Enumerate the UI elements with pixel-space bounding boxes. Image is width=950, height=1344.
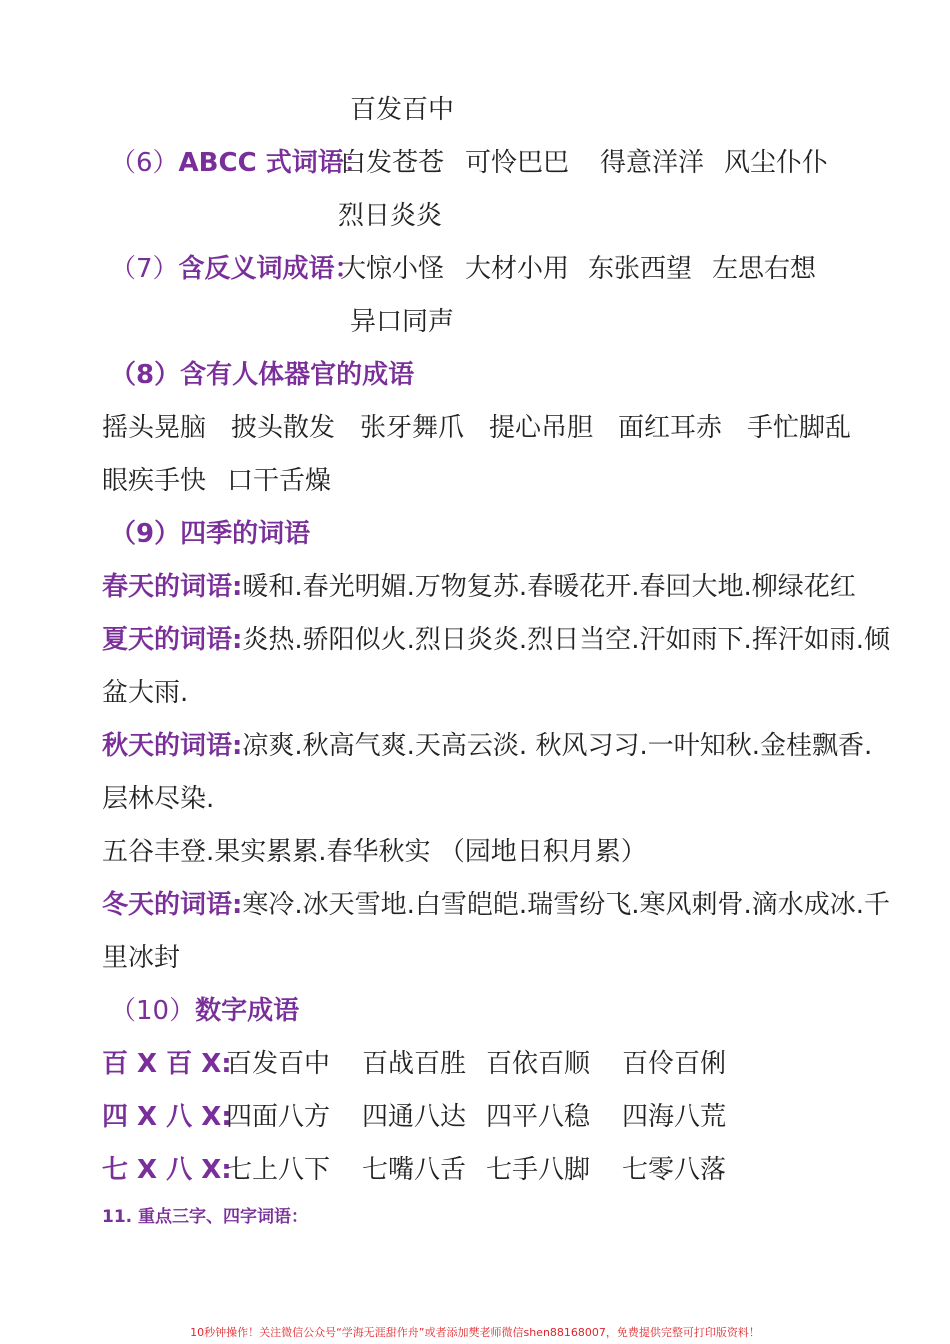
section-number: （6） [110, 148, 179, 178]
section-number: （7） [110, 254, 179, 284]
winter-label: 冬天的词语: [102, 890, 243, 920]
idiom-word: 面红耳赤 [618, 413, 723, 443]
idiom-word: 眼疾手快 [102, 466, 207, 496]
summer-label: 夏天的词语: [102, 625, 243, 655]
idiom-word: 四面八方 [226, 1102, 331, 1132]
idiom-word: 四通八达 [362, 1102, 467, 1132]
idiom-word: 大材小用 [465, 254, 570, 284]
idiom-word: 七嘴八舌 [362, 1155, 467, 1185]
idiom-word: 白发苍苍 [340, 148, 445, 178]
idiom-word: 百伶百俐 [622, 1049, 727, 1079]
idiom-word: 披头散发 [231, 413, 336, 443]
idiom-word: 左思右想 [712, 254, 817, 284]
winter-text: 寒冷.冰天雪地.白雪皑皑.瑞雪纷飞.寒风刺骨.滴水成冰.千 [242, 890, 890, 920]
idiom-word: 口干舌燥 [227, 466, 332, 496]
idiom-word: 七手八脚 [486, 1155, 591, 1185]
section-label: ABCC 式词语： [178, 148, 370, 178]
idiom-word: 异口同声 [350, 307, 455, 337]
autumn-words [102, 729, 872, 763]
autumn-text: 凉爽.秋高气爽.天高云淡. 秋风习习.一叶知秋.金桂飘香. [242, 731, 873, 761]
idiom-word: 烈日炎炎 [338, 201, 443, 231]
section-number: （10） [110, 996, 196, 1026]
section-10-heading [110, 994, 299, 1028]
winter-words [102, 888, 890, 922]
section-8-heading: （8）含有人体器官的成语 [110, 360, 415, 390]
idiom-word: 得意洋洋 [600, 148, 705, 178]
idiom-word: 可怜巴巴 [465, 148, 570, 178]
summer-words-cont: 盆大雨. [102, 678, 189, 708]
pattern-label: 七 X 八 X: [102, 1155, 232, 1185]
idiom-word: 七零八落 [622, 1155, 727, 1185]
summer-words [102, 623, 890, 657]
summer-text: 炎热.骄阳似火.烈日炎炎.烈日当空.汗如雨下.挥汗如雨.倾 [242, 625, 890, 655]
idiom-word: 张牙舞爪 [360, 413, 465, 443]
pattern-label: 四 X 八 X: [102, 1102, 232, 1132]
section-11-heading: 11. 重点三字、四字词语： [102, 1207, 309, 1227]
idiom-word: 四平八稳 [486, 1102, 591, 1132]
autumn-words-extra: 五谷丰登.果实累累.春华秋实 （园地日积月累） [102, 837, 647, 867]
idiom-word: 四海八荒 [622, 1102, 727, 1132]
spring-words [102, 570, 856, 604]
idiom-word: 手忙脚乱 [747, 413, 852, 443]
section-label: 含反义词成语： [178, 254, 361, 284]
idiom-word: 百战百胜 [362, 1049, 467, 1079]
pattern-label: 百 X 百 X: [102, 1049, 232, 1079]
idiom-word: 七上八下 [226, 1155, 331, 1185]
spring-label: 春天的词语: [102, 572, 243, 602]
idiom-word: 百发百中 [226, 1049, 331, 1079]
autumn-label: 秋天的词语: [102, 731, 243, 761]
idiom-word: 东张西望 [588, 254, 693, 284]
idiom-word: 风尘仆仆 [724, 148, 829, 178]
spring-text: 暖和.春光明媚.万物复苏.春暖花开.春回大地.柳绿花红 [242, 572, 856, 602]
section-7-heading [110, 252, 361, 286]
idiom-word: 大惊小怪 [340, 254, 445, 284]
winter-words-cont: 里冰封 [102, 943, 181, 973]
footer-notice: 10秒钟操作！关注微信公众号“学海无涯甜作舟”或者添加樊老师微信shen88168007，免费提供完整可打印版资料！ [190, 1326, 760, 1339]
section-6-heading [110, 146, 370, 180]
idiom-word: 提心吊胆 [489, 413, 594, 443]
idiom-text: 百发百中 [350, 95, 455, 125]
idiom-word: 摇头晃脑 [102, 413, 207, 443]
autumn-words-cont: 层林尽染. [102, 784, 215, 814]
idiom-word: 百依百顺 [486, 1049, 591, 1079]
section-label: 数字成语 [195, 996, 300, 1026]
section-9-heading: （9）四季的词语 [110, 519, 311, 549]
